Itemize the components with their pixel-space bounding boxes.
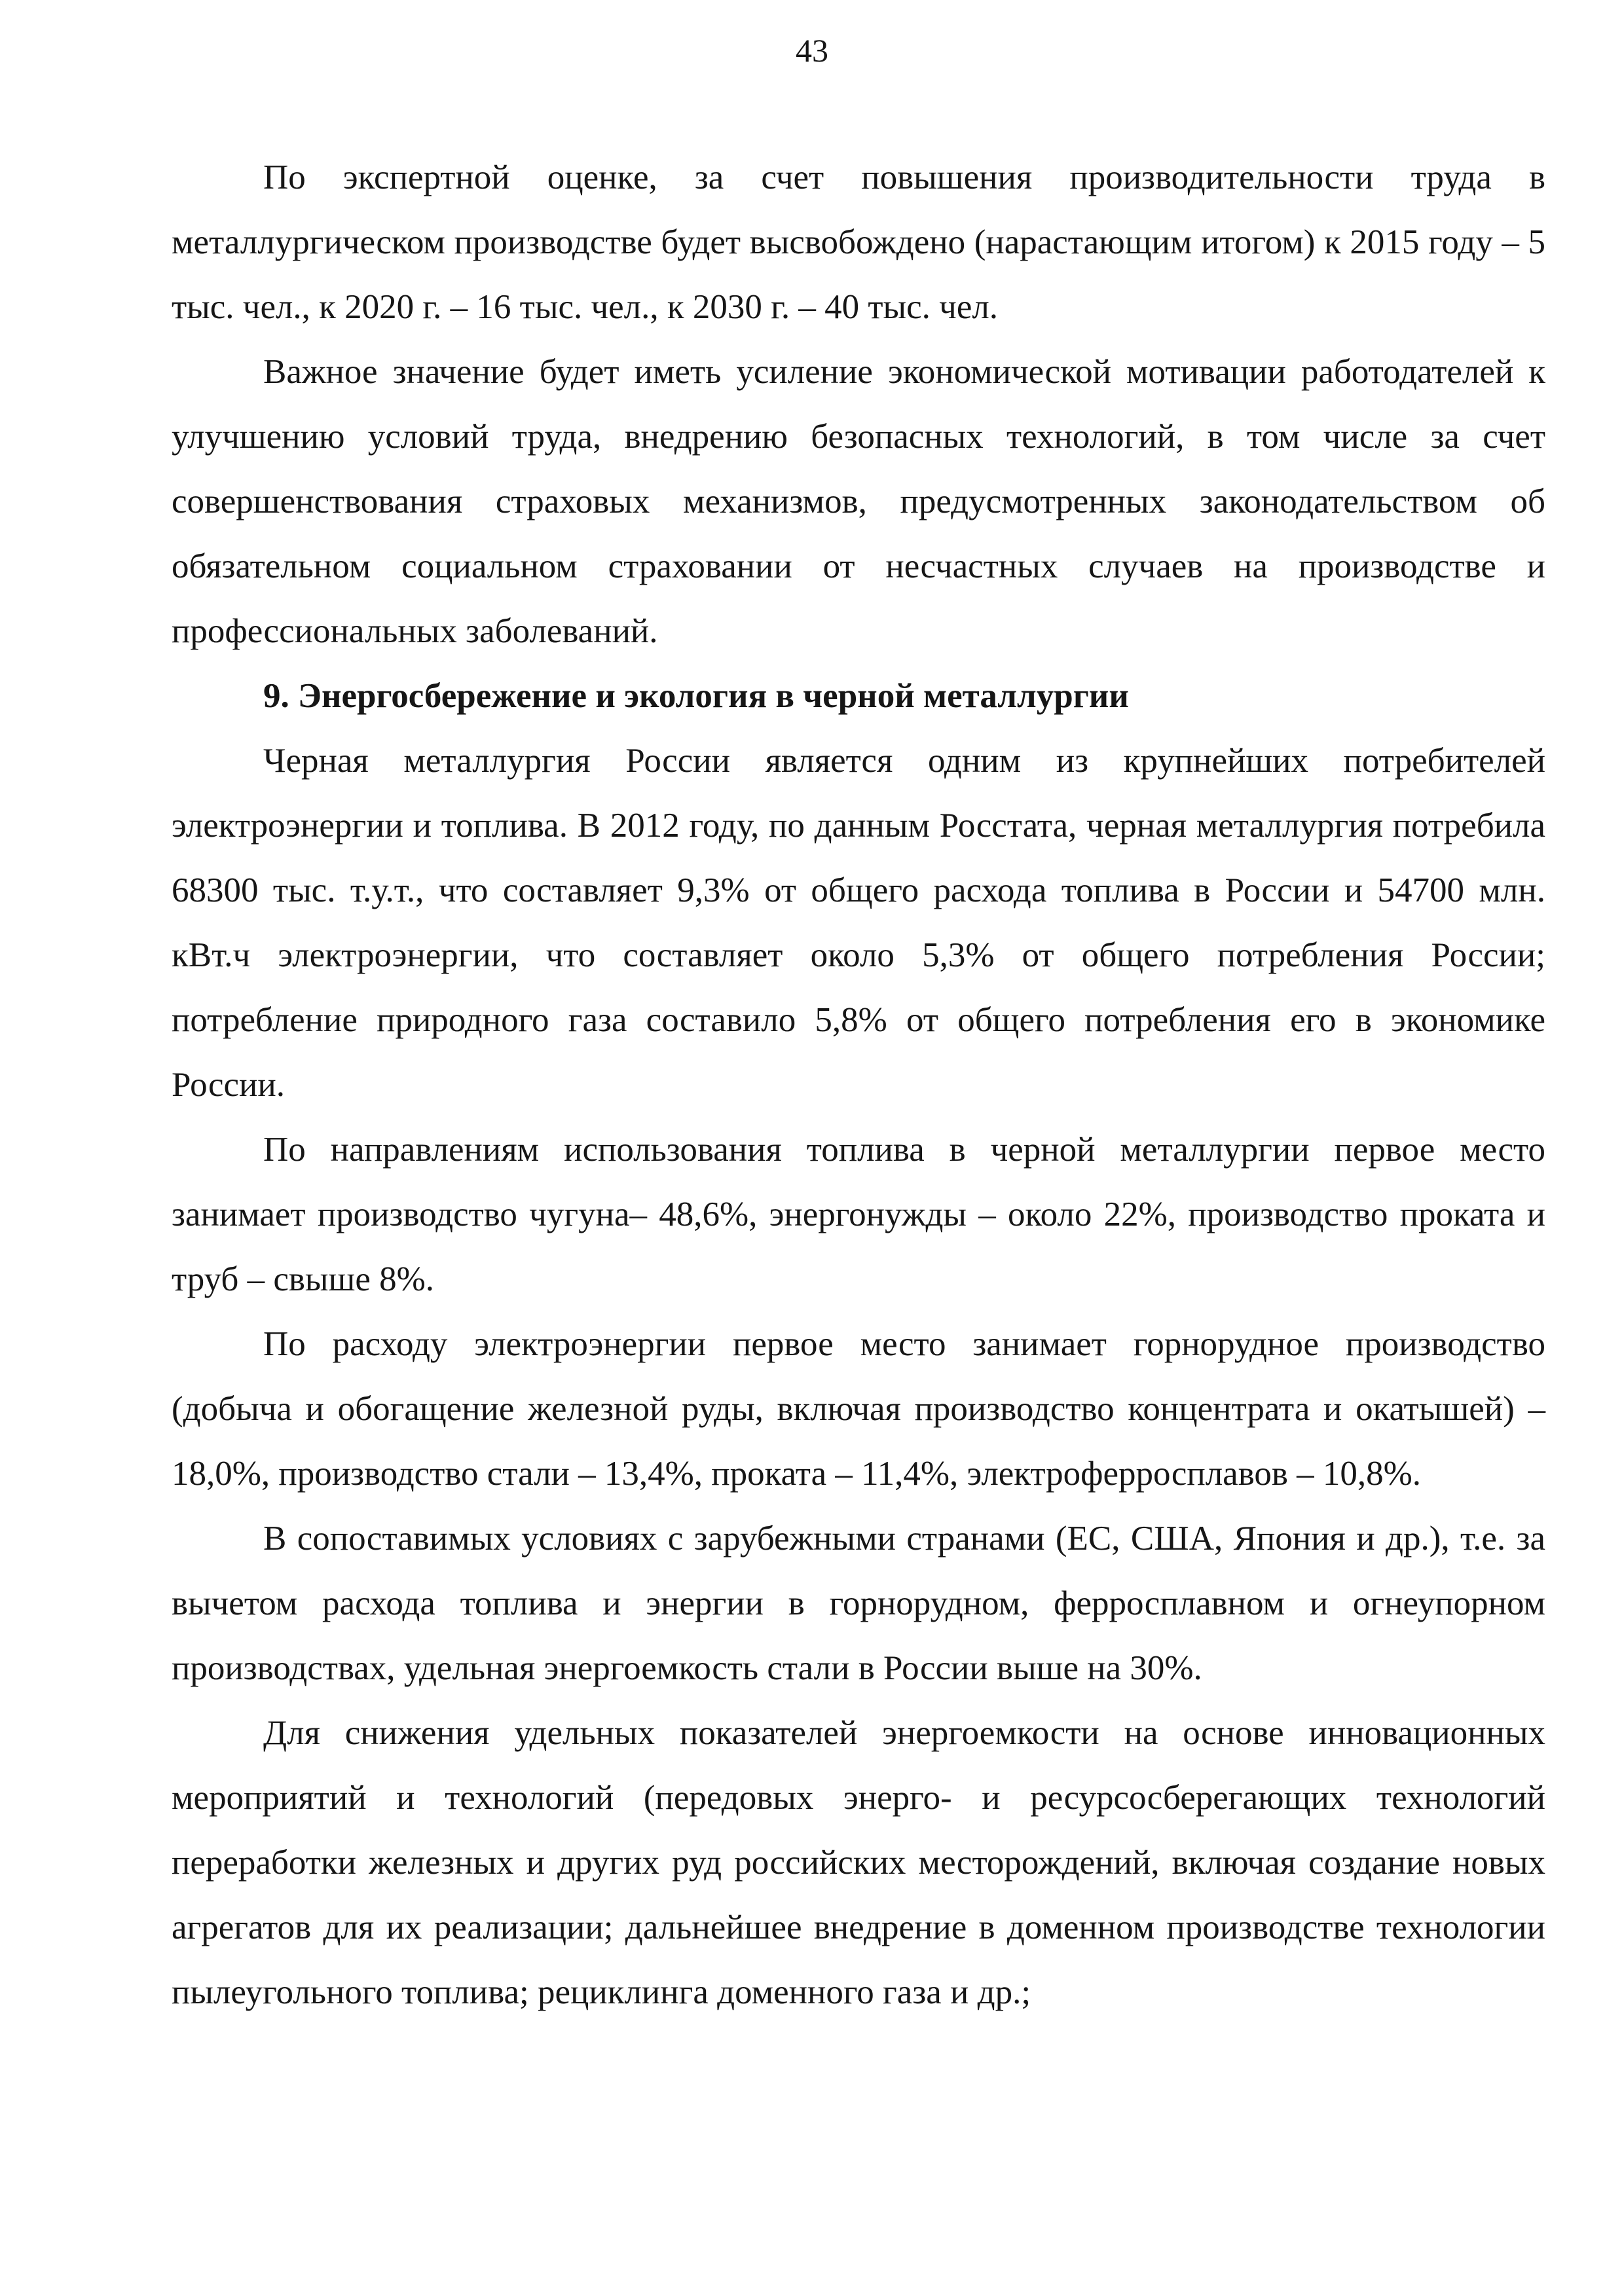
section-heading: 9. Энергосбережение и экология в черной металлургии	[263, 677, 1129, 715]
paragraph-economic-motivation: Важное значение будет иметь усиление экономической мотивации работодателей к улучшению условий труда, внедрению безопасных технологий, в том числе за счет совершенствования страховых механизмов, предусмотренных законодательством об обязательном социальном страховании от несчастных случаев на производстве и профессиональных заболеваний.	[172, 353, 1545, 650]
document-body	[172, 145, 1545, 2025]
paragraph-innovation-measures: Для снижения удельных показателей энергоемкости на основе инновационных мероприятий и технологий (передовых энерго- и ресурсосберегающих технологий переработки железных и других руд российских месторождений, включая создание новых агрегатов для их реализации; дальнейшее внедрение в доменном производстве технологии пылеугольного топлива; рециклинга доменного газа и др.;	[172, 1714, 1545, 2011]
page-number: 43	[796, 32, 828, 69]
paragraph-fuel-usage: По направлениям использования топлива в черной металлургии первое место занимает производство чугуна– 48,6%, энергонужды – около 22%, производство проката и труб – свыше 8%.	[172, 1131, 1545, 1298]
paragraph-labor-productivity: По экспертной оценке, за счет повышения производительности труда в металлургическом производстве будет высвобождено (нарастающим итогом) к 2015 году – 5 тыс. чел., к 2020 г. – 16 тыс. чел., к 2030 г. – 40 тыс. чел.	[172, 158, 1545, 326]
paragraph-electricity-usage: По расходу электроэнергии первое место занимает горнорудное производство (добыча и обогащение железной руды, включая производство концентрата и окатышей) – 18,0%, производство стали – 13,4%, проката – 11,4%, электроферросплавов – 10,8%.	[172, 1325, 1545, 1493]
paragraph-foreign-comparison: В сопоставимых условиях с зарубежными странами (ЕС, США, Япония и др.), т.е. за вычетом расхода топлива и энергии в горнорудном, ферросплавном и огнеупорном производствах, удельная энергоемкость стали в России выше на 30%.	[172, 1520, 1545, 1687]
paragraph-energy-consumption: Черная металлургия России является одним из крупнейших потребителей электроэнергии и топлива. В 2012 году, по данным Росстата, черная металлургия потребила 68300 тыс. т.у.т., что составляет 9,3% от общего расхода топлива в России и 54700 млн. кВт.ч электроэнергии, что составляет около 5,3% от общего потребления России; потребление природного газа составило 5,8% от общего потребления его в экономике России.	[172, 742, 1545, 1104]
